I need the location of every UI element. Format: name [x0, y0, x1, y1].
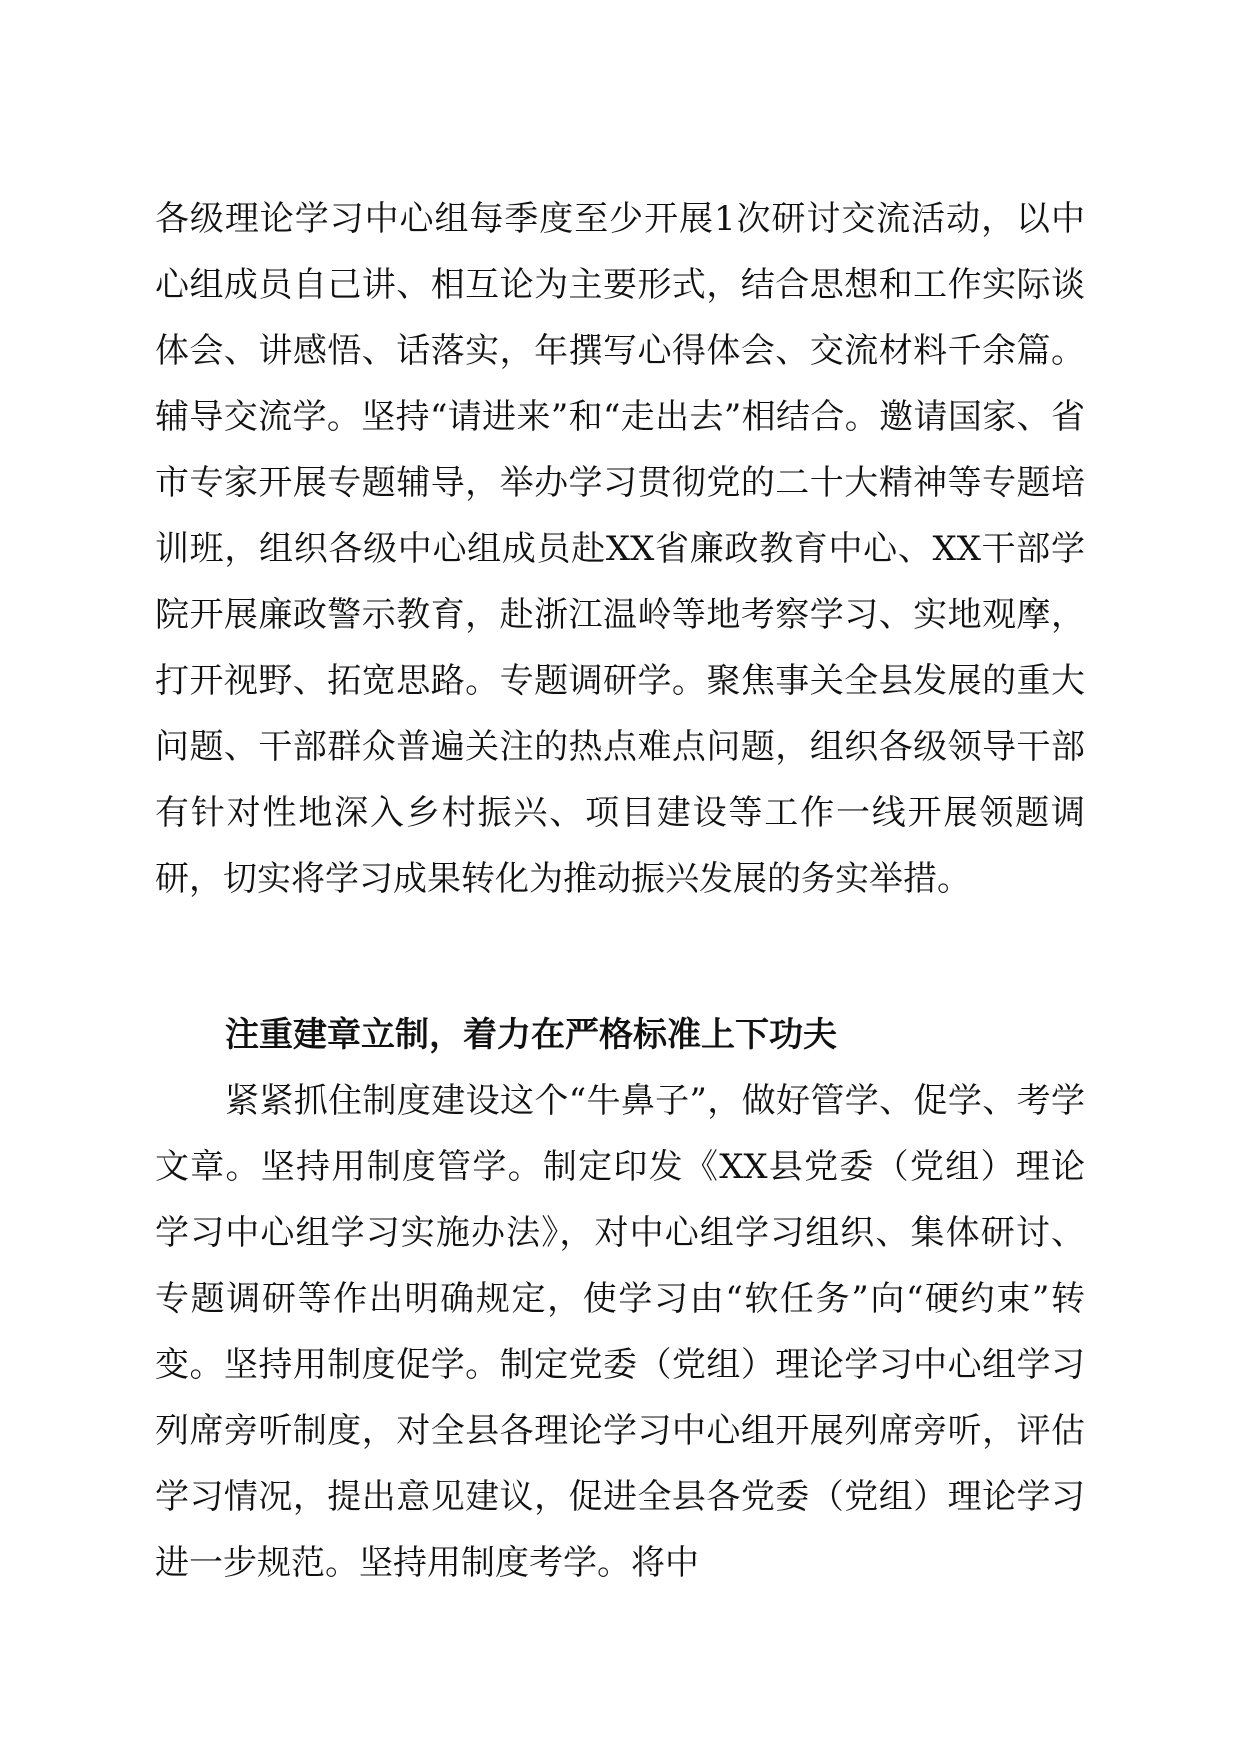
body-paragraph-2: 紧紧抓住制度建设这个“牛鼻子”，做好管学、促学、考学文章。坚持用制度管学。制定印发《XX县党委（党组）理论学习中心组学习实施办法》，对中心组学习组织、集体研讨、专题调研等作出明确规定，使学习由“软任务”向“硬约束”转变。坚持用制度促学。制定党委（党组）理论学习中心组学习列席旁听制度，对全县各理论学习中心组开展列席旁听，评估学习情况，提出意见建议，促进全县各党委（党组）理论学习进一步规范。坚持用制度考学。将中 [155, 1081, 1085, 1583]
section-heading: 注重建章立制，着力在严格标准上下功夫 [225, 1015, 837, 1055]
body-paragraph-1: 各级理论学习中心组每季度至少开展1次研讨交流活动，以中心组成员自己讲、相互论为主要形式，结合思想和工作实际谈体会、讲感悟、话落实，年撰写心得体会、交流材料千余篇。辅导交流学。坚持“请进来”和“走出去”相结合。邀请国家、省市专家开展专题辅导，举办学习贯彻党的二十大精神等专题培训班，组织各级中心组成员赴XX省廉政教育中心、XX干部学院开展廉政警示教育，赴浙江温岭等地考察学习、实地观摩，打开视野、拓宽思路。专题调研学。聚焦事关全县发展的重大问题、干部群众普遍关注的热点难点问题，组织各级领导干部有针对性地深入乡村振兴、项目建设等工作一线开展领题调研，切实将学习成果转化为推动振兴发展的务实举措。 [155, 199, 1085, 899]
